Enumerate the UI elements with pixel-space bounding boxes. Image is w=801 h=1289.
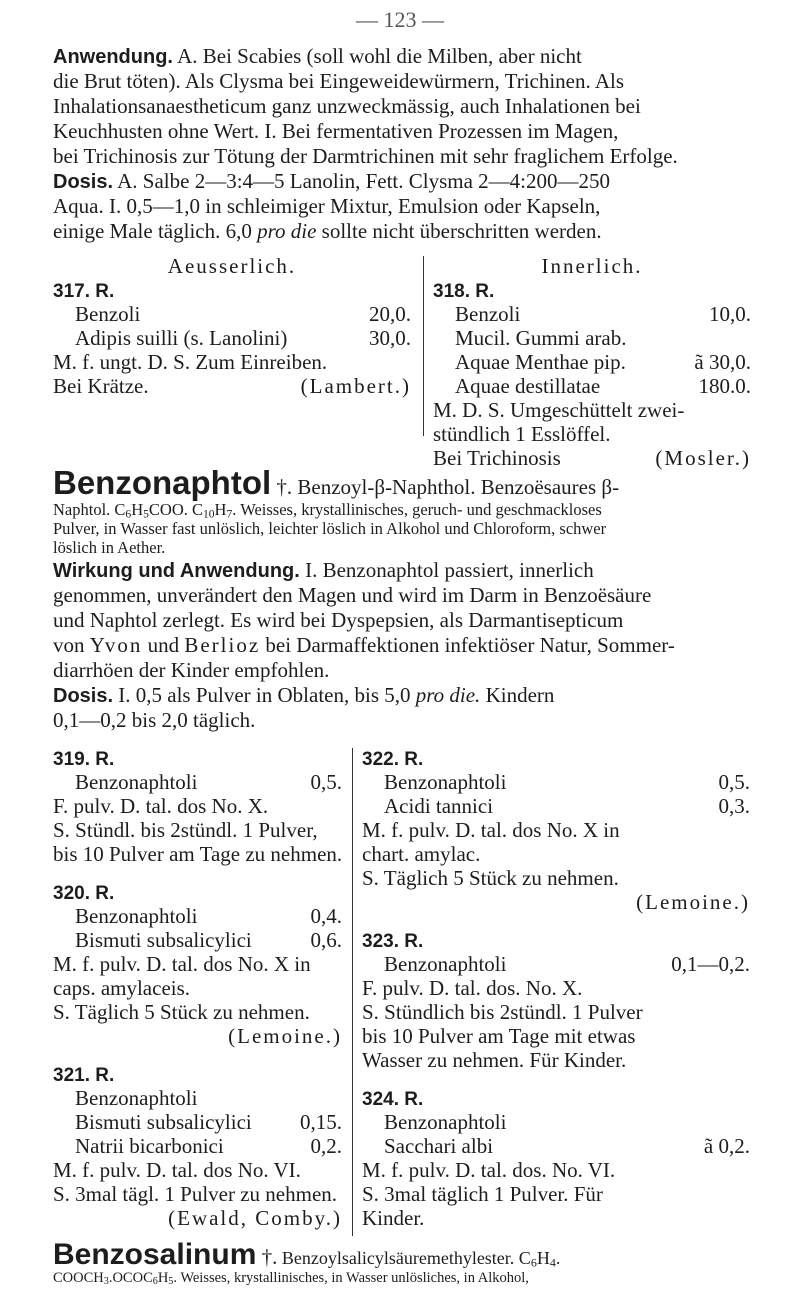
dosis-line-2: Aqua. I. 0,5—1,0 in schleimiger Mixtur, Emulsion oder Kapseln, [53, 194, 601, 218]
recipe-instruction: M. f. pulv. D. tal. dos No. VI. [53, 1158, 301, 1182]
author-name: Berlioz [184, 633, 261, 657]
ingredient-amount: 0,3. [718, 794, 750, 818]
ingredient-label: Benzonaphtoli [75, 904, 198, 928]
recipe-instruction: stündlich 1 Esslöffel. [433, 422, 611, 446]
formula-sub: 6 [125, 508, 132, 521]
recipe-323-number: 323. R. [362, 931, 424, 952]
benzonaphtol-title-line [53, 464, 753, 501]
dosis-heading: Dosis. [53, 171, 114, 193]
ingredient-label: Benzonaphtoli [384, 1110, 507, 1134]
dosis-line-3 [53, 219, 753, 243]
formula-sub: 7 [226, 508, 233, 521]
ingredient-amount: 0,2. [310, 1134, 342, 1158]
wirkung-text: bei Darmaffektionen infektiöser Natur, Sommer- [260, 633, 675, 657]
formula-part: H [536, 1248, 550, 1268]
benzonaphtol-title: Benzonaphtol [53, 464, 272, 501]
formula-sub: 4 [549, 1255, 556, 1270]
formula-sub: 5 [168, 1276, 174, 1288]
recipe-instruction: bis 10 Pulver am Tage zu nehmen. [53, 842, 343, 866]
benzonaphtol-dosis-line-1 [53, 683, 753, 708]
ingredient-label: Benzonaphtoli [75, 1086, 198, 1110]
formula-part: H [157, 1270, 169, 1286]
ingredient-label: Bismuti subsalicylici [75, 928, 252, 952]
recipe-instruction: M. f. pulv. D. tal. dos. No. VI. [362, 1158, 616, 1182]
ingredient-label: Sacchari albi [384, 1134, 494, 1158]
benzonaphtol-synonyms: Benzoyl-β-Naphthol. Benzoësaures β- [292, 475, 620, 499]
anwendung-line-2: die Brut töten). Als Clysma bei Eingeweidewürmern, Trichinen. Als [53, 69, 625, 93]
benzonaphtol-description-2: Pulver, in Wasser fast unlöslich, leichter löslich in Alkohol und Chloroform, schwer [53, 519, 607, 538]
anwendung-text-1: A. Bei Scabies (soll wohl die Milben, aber nicht [172, 44, 582, 68]
ingredient-amount: 30,0. [369, 326, 411, 350]
benzosalinum-synonyms: Benzoylsalicylsäuremethylester. C [277, 1248, 531, 1268]
recipe-instruction: F. pulv. D. tal. dos No. X. [53, 794, 269, 818]
aeusserlich-column [53, 254, 411, 398]
ingredient-amount: 180.0. [698, 374, 751, 398]
aeusserlich-heading: Aeusserlich. [167, 254, 297, 278]
wirkung-line-2: genommen, unverändert den Magen und wird im Darm in Benzoësäure [53, 583, 652, 607]
recipes-left-column [53, 746, 342, 1230]
ingredient-label: Natrii bicarbonici [75, 1134, 224, 1158]
ingredient-amount: 0,4. [310, 904, 342, 928]
formula-part: Naphtol. C [53, 500, 126, 519]
ingredient-label: Mucil. Gummi arab. [455, 326, 627, 350]
formula-sub: 10 [203, 508, 215, 521]
recipe-author: (Lemoine.) [228, 1024, 342, 1048]
formula-sub: 6 [530, 1255, 537, 1270]
description-text: . Weisses, krystallinisches, geruch- und geschmackloses [232, 500, 602, 519]
dosis-text-italic: pro die. [415, 683, 481, 707]
wirkung-text: und [142, 633, 185, 657]
benzosalinum-description-1 [53, 1270, 753, 1287]
recipe-instruction: S. Täglich 5 Stück zu nehmen. [362, 866, 619, 890]
recipe-instruction: M. f. ungt. D. S. Zum Einreiben. [53, 350, 328, 374]
recipe-instruction: caps. amylaceis. [53, 976, 191, 1000]
recipe-318-number: 318. R. [433, 281, 495, 302]
anwendung-line-1 [53, 44, 753, 69]
ingredient-amount: 0,5. [718, 770, 750, 794]
dosis-text-1: A. Salbe 2—3:4—5 Lanolin, Fett. Clysma 2—4:200—250 [113, 169, 611, 193]
page-number: — 123 — [356, 7, 444, 32]
dosis-heading: Dosis. [53, 685, 114, 707]
ingredient-label: Acidi tannici [384, 794, 494, 818]
recipe-322-number: 322. R. [362, 749, 424, 770]
recipe-instruction: bis 10 Pulver am Tage mit etwas [362, 1024, 636, 1048]
dagger-mark: †. [271, 475, 293, 499]
ingredient-amount: 0,15. [300, 1110, 342, 1134]
dosis-text: Kindern [480, 683, 555, 707]
ingredient-label: Benzonaphtoli [384, 952, 507, 976]
formula-sub: 6 [152, 1276, 158, 1288]
ingredient-label: Benzonaphtoli [75, 770, 198, 794]
recipe-instruction: Kinder. [362, 1206, 425, 1230]
recipe-317-number: 317. R. [53, 281, 115, 302]
formula-sub: 3 [103, 1276, 109, 1288]
column-divider [423, 256, 424, 436]
benzosalinum-title-line [53, 1240, 753, 1270]
recipe-instruction: S. Stündl. bis 2stündl. 1 Pulver, [53, 818, 318, 842]
recipe-indication: Bei Trichinosis [433, 446, 561, 470]
dagger-mark: †. [256, 1245, 278, 1269]
recipe-instruction: Wasser zu nehmen. Für Kinder. [362, 1048, 627, 1072]
ingredient-amount: ã 0,2. [703, 1134, 750, 1158]
recipe-319-number: 319. R. [53, 749, 115, 770]
ingredient-label: Aquae Menthae pip. [455, 350, 626, 374]
recipe-320-number: 320. R. [53, 883, 115, 904]
ingredient-amount: 0,5. [310, 770, 342, 794]
dosis-text-3a: einige Male täglich. 6,0 [53, 219, 258, 243]
recipes-right-column [362, 746, 750, 1230]
formula-part: COOCH [53, 1270, 104, 1286]
recipe-indication: Bei Krätze. [53, 374, 149, 398]
dosis-text: I. 0,5 als Pulver in Oblaten, bis 5,0 [113, 683, 416, 707]
ingredient-amount: 10,0. [709, 302, 751, 326]
recipe-instruction: S. 3mal tägl. 1 Pulver zu nehmen. [53, 1182, 338, 1206]
ingredient-label: Benzoli [455, 302, 521, 326]
ingredient-label: Benzoli [75, 302, 141, 326]
formula-part: .OCOC [108, 1270, 153, 1286]
ingredient-amount: 20,0. [369, 302, 411, 326]
description-text: . Weisses, krystallinisches, in Wasser unlösliches, in Alkohol, [173, 1270, 529, 1286]
anwendung-line-5: bei Trichinosis zur Tötung der Darmtrichinen mit sehr fraglichem Erfolge. [53, 144, 678, 168]
recipe-author: (Lambert.) [300, 374, 411, 398]
recipe-author: (Ewald, Comby.) [168, 1206, 342, 1230]
recipe-instruction: M. f. pulv. D. tal. dos No. X in [53, 952, 311, 976]
column-divider [352, 748, 353, 1236]
recipe-instruction: M. D. S. Umgeschüttelt zwei- [433, 398, 685, 422]
ingredient-amount: ã 30,0. [694, 350, 751, 374]
benzonaphtol-description-3: löslich in Aether. [53, 538, 166, 557]
recipe-instruction: M. f. pulv. D. tal. dos No. X in [362, 818, 620, 842]
ingredient-label: Adipis suilli (s. Lanolini) [75, 326, 288, 350]
dosis-line-1 [53, 169, 753, 194]
wirkung-heading: Wirkung und Anwendung. [53, 560, 300, 582]
recipe-321-number: 321. R. [53, 1065, 115, 1086]
recipe-author: (Lemoine.) [636, 890, 750, 914]
benzonaphtol-description-1 [53, 500, 753, 519]
recipe-instruction: S. Stündlich bis 2stündl. 1 Pulver [362, 1000, 643, 1024]
recipe-324-number: 324. R. [362, 1089, 424, 1110]
ingredient-label: Aquae destillatae [455, 374, 601, 398]
benzosalinum-title: Benzosalinum [53, 1238, 257, 1271]
innerlich-heading: Innerlich. [541, 254, 643, 278]
author-name: Yvon [89, 633, 143, 657]
anwendung-line-3: Inhalationsanaestheticum ganz unzweckmässig, auch Inhalationen bei [53, 94, 641, 118]
innerlich-column [433, 254, 751, 470]
anwendung-line-4: Keuchhusten ohne Wert. I. Bei fermentativen Prozessen im Magen, [53, 119, 619, 143]
ingredient-amount: 0,1—0,2. [671, 952, 750, 976]
wirkung-line-3: und Naphtol zerlegt. Es wird bei Dyspepsien, als Darmantisepticum [53, 608, 624, 632]
formula-part: . [555, 1248, 561, 1268]
formula-part: H [214, 500, 227, 519]
formula-part: COO. C [148, 500, 203, 519]
wirkung-line-4 [53, 633, 753, 657]
formula-part: H [131, 500, 144, 519]
wirkung-text: von [53, 633, 90, 657]
anwendung-heading: Anwendung. [53, 46, 173, 68]
ingredient-amount: 0,6. [310, 928, 342, 952]
benzonaphtol-dosis-line-2: 0,1—0,2 bis 2,0 täglich. [53, 708, 256, 732]
dosis-text-3i: pro die [257, 219, 317, 243]
recipe-instruction: S. 3mal täglich 1 Pulver. Für [362, 1182, 603, 1206]
formula-sub: 5 [143, 508, 149, 521]
wirkung-text-1: I. Benzonaphtol passiert, innerlich [299, 558, 594, 582]
wirkung-line-1 [53, 558, 753, 583]
dosis-text-3b: sollte nicht überschritten werden. [316, 219, 602, 243]
ingredient-label: Benzonaphtoli [384, 770, 507, 794]
recipe-instruction: S. Täglich 5 Stück zu nehmen. [53, 1000, 310, 1024]
recipe-author: (Mosler.) [655, 446, 751, 470]
recipe-instruction: F. pulv. D. tal. dos. No. X. [362, 976, 583, 1000]
ingredient-label: Bismuti subsalicylici [75, 1110, 252, 1134]
wirkung-line-5: diarrhöen der Kinder empfohlen. [53, 658, 330, 682]
recipe-instruction: chart. amylac. [362, 842, 481, 866]
